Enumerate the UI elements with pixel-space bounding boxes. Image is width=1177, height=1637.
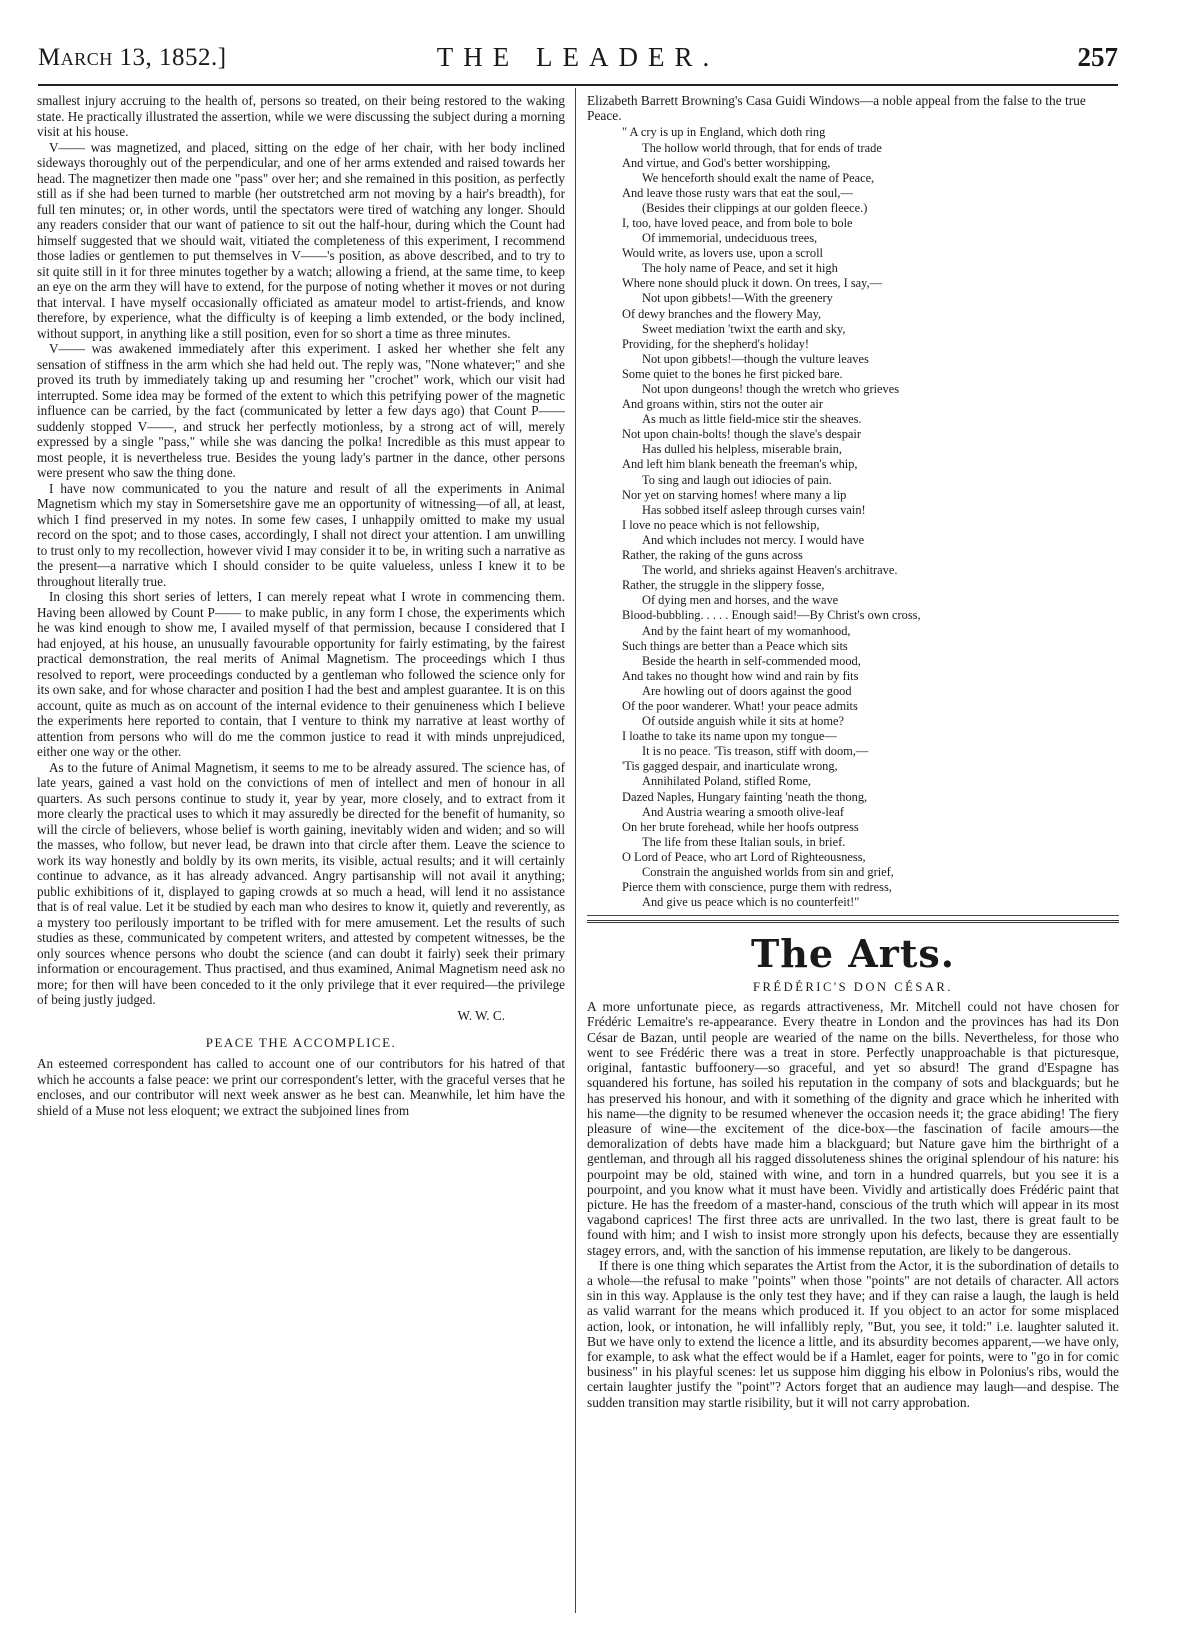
article-paragraph: V—— was awakened immediately after this experiment. I asked her whether she felt any sensation of stiffness in the arm which she had held out. The reply was, "None whatever;" and she proved its truth by immediately taking up and resuming her "crochet" work, which our visit had interrupted. Some idea may be formed of the extent to which this petrifying power of the magnetic influence can be carried, by the fact (communicated by letter a few days ago) that Count P—— suddenly stopped V——, and struck her perfectly motionless, by a strong act of will, merely expressed by a single "pass," while she was dancing the polka! Incredible as this must appear to most people, it is nevertheless true. Besides the young lady's partner in the dance, other persons were present who saw the thing done.: [37, 341, 565, 480]
poem-line: Are howling out of doors against the good: [642, 683, 852, 698]
poem-line: Pierce them with conscience, purge them with redress,: [622, 880, 892, 895]
arts-section-title: The Arts.: [751, 931, 955, 977]
section-paragraph: An esteemed correspondent has called to account one of our contributors for his hatred of that which he accounts a false peace: we print our correspondent's letter, with the graceful verses that he encloses, and our contributor will next week answer as he best can. Meanwhile, let him have the shield of a Muse not less eloquent; we extract the subjoined lines from: [37, 1056, 565, 1118]
poem-line: (Besides their clippings at our golden fleece.): [642, 200, 868, 215]
left-column: [37, 93, 565, 1623]
poem-line: " A cry is up in England, which doth ring: [622, 125, 826, 140]
poem-line: Would write, as lovers use, upon a scroll: [622, 246, 823, 261]
review-paragraph: A more unfortunate piece, as regards attractiveness, Mr. Mitchell could not have chosen for Frédéric Lemaitre's re-appearance. Every theatre in London and the provinces has had its Don César de Bazan, until people are wearied of the name on the bills. Nevertheless, for those who went to see Frédéric there was a treat in store. Perfectly unapproachable is that picturesque, original, fantastic buffoonery—so graceful, and yet so absurd! The grand d'Espagne has squandered his fortune, has soiled his reputation in the company of sots and blackguards; but he has preserved his honour, and with it something of the dignity and grace which he inherited with his name—the dignity to be resumed whenever the occasion needs it; the grace abiding! The fiery pleasure of wine—the excitement of the dice-box—the fascination of facile amours—the demoralization of debts have made him a blackguard; but Nature gave him the birthright of a gentleman, and through all his ragged dissoluteness shines the original splendour of his nature: his pourpoint may be old, stained with wine, and torn in a hundred quarrels, but you see it is a pourpoint, and you know what it must have been. Vividly and artistically does Frédéric paint that picture. He has the freedom of a master-hand, conscious of the truth which will appear in its most vagabond caprices! The first three acts are unrivalled. In the two last, there is great fault to be found with him; and I wish to insist more strongly upon his defects, because they are essentially stagey errors, and, with the sanction of his immense reputation, are likely to be dangerous.: [587, 999, 1119, 1258]
poem-line: And groans within, stirs not the outer air: [622, 397, 823, 412]
poem-line: Of the poor wanderer. What! your peace admits: [622, 698, 858, 713]
poem-line: Not upon chain-bolts! though the slave's despair: [622, 427, 861, 442]
poem-line: Providing, for the shepherd's holiday!: [622, 336, 810, 351]
poem-line: And by the faint heart of my womanhood,: [642, 623, 851, 638]
article-paragraph: In closing this short series of letters, I can merely repeat what I wrote in commencing them. Having been allowed by Count P—— to make public, in any form I chose, the experiments which he was kind enough to show me, I availed myself of that permission, because I considered that I had enjoyed, at his house, an unusually favourable opportunity for fairly estimating, by the fairest practical demonstration, the real merits of Animal Magnetism. The proceedings which I thus resolved to report, were proceedings conducted by a gentleman who followed the science only for its own sake, and for whose character and position I had the best and amplest guarantee. It is on this account, quite as much as on account of the internal evidence to their genuineness which I believe the experiments here reported to contain, that I venture to think my narrative at least worthy of attention from persons who will do me the common justice to read it with minds unprejudiced, either one way or the other.: [37, 589, 565, 759]
poem-line: Of dewy branches and the flowery May,: [622, 306, 822, 321]
poem-line: Rather, the struggle in the slippery fosse,: [622, 578, 825, 593]
article-paragraph: V—— was magnetized, and placed, sitting on the edge of her chair, with her body inclined sideways thoroughly out of the perpendicular, and one of her arms extended and raised towards her head. The magnetizer then made one "pass" over her; and she remained in this position, as perfectly still as if she had been turned to marble (her outstretched arm not moving by a hair's breadth), for full ten minutes; or, in other words, until the spectators were tired of watching any longer. Should any readers consider that our want of patience to sit out the half-hour, during which the Count had himself suggested that we should wait, vitiated the completeness of this experiment, I recommend those ladies or gentlemen to put themselves in V——'s position, as above described, and to try to sit quite still in it for three minutes together by a watch; allowing a friend, at the same time, to keep an eye on the arm they will have to extend, for the purpose of noting whether it moves or not during that interval. I have myself occasionally officiated as amateur model to artist-friends, and know therefore, by experience, what the difficulty is of keeping a limb extended, or the body inclined, without support, in anything like a still position, even for so short a time as three minutes.: [37, 139, 565, 341]
masthead-rule: [38, 84, 1118, 86]
poem-line: Has dulled his helpless, miserable brain,: [642, 442, 842, 457]
poem-line: And left him blank beneath the freeman's whip,: [622, 457, 858, 472]
poem-line: And leave those rusty wars that eat the soul,—: [622, 185, 853, 200]
poem-line: I loathe to take its name upon my tongue—: [622, 729, 837, 744]
poem-line: Such things are better than a Peace which sits: [622, 638, 848, 653]
column-divider: [575, 88, 576, 1613]
section-separator-double: [587, 920, 1119, 923]
article-paragraph: I have now communicated to you the nature and result of all the experiments in Animal Magnetism which my stay in Somersetshire gave me an opportunity of witnessing—of all, at least, which I find preserved in my notes. In some few cases, I unhappily omitted to make my usual record on the spot; and to those cases, accordingly, I shall not direct your attention. I am unwilling to trust only to my recollection, however vivid I may consider it to be, in writing such a narrative as the present—a narrative which I should consider to be quite valueless, unless I knew it to be throughout literally true.: [37, 480, 565, 589]
poem-line: As much as little field-mice stir the sheaves.: [642, 412, 862, 427]
masthead: [38, 42, 1118, 82]
poem-line: Rather, the raking of the guns across: [622, 548, 803, 563]
poem-line: And takes no thought how wind and rain by fits: [622, 668, 859, 683]
poem-line: Not upon gibbets!—though the vulture leaves: [642, 351, 869, 366]
poem-line: And Austria wearing a smooth olive-leaf: [642, 804, 844, 819]
right-column: [587, 93, 1119, 1623]
poem-line: The hollow world through, that for ends of trade: [642, 140, 882, 155]
poem: [587, 125, 1119, 910]
poem-line: And virtue, and God's better worshipping,: [622, 155, 831, 170]
newspaper-title: THE LEADER.: [436, 42, 720, 72]
issue-date: March 13, 1852.]: [38, 44, 227, 71]
poem-line: The life from these Italian souls, in brief.: [642, 834, 846, 849]
poem-line: The holy name of Peace, and set it high: [642, 261, 838, 276]
poem-line: The world, and shrieks against Heaven's architrave.: [642, 563, 898, 578]
poem-line: And which includes not mercy. I would have: [642, 532, 865, 547]
section-separator: [587, 915, 1119, 916]
poem-line: Of dying men and horses, and the wave: [642, 593, 839, 608]
poem-line: And give us peace which is no counterfeit!": [642, 895, 860, 910]
poem-line: It is no peace. 'Tis treason, stiff with doom,—: [642, 744, 869, 759]
poem-line: Not upon dungeons! though the wretch who grieves: [642, 382, 900, 396]
article-title: FRÉDÉRIC'S DON CÉSAR.: [753, 980, 953, 995]
poem-line: Of outside anguish while it sits at home?: [642, 714, 845, 729]
poem-line: I love no peace which is not fellowship,: [622, 517, 820, 532]
poem-line: Nor yet on starving homes! where many a lip: [622, 487, 847, 502]
author-signature: W. W. C.: [457, 1007, 505, 1023]
poem-line: We henceforth should exalt the name of Peace,: [642, 170, 875, 185]
poem-line: 'Tis gagged despair, and inarticulate wrong,: [622, 759, 838, 774]
section-heading-peace: PEACE THE ACCOMPLICE.: [205, 1035, 397, 1050]
article-paragraph: smallest injury accruing to the health of, persons so treated, on their being restored to the waking state. He practically illustrated the assertion, while we were discussing the subject during a morning visit at his house.: [37, 93, 565, 139]
poem-intro: Elizabeth Barrett Browning's Casa Guidi Windows—a noble appeal from the false to the true Peace.: [587, 93, 1086, 124]
poem-line: Of immemorial, undeciduous trees,: [642, 231, 818, 246]
poem-line: Not upon gibbets!—With the greenery: [642, 291, 833, 306]
poem-line: On her brute forehead, while her hoofs outpress: [622, 819, 859, 834]
poem-line: Beside the hearth in self-commended mood,: [642, 653, 861, 668]
poem-line: Where none should pluck it down. On trees, I say,—: [622, 276, 883, 291]
poem-line: Constrain the anguished worlds from sin and grief,: [642, 865, 894, 879]
page-number: 257: [1077, 42, 1118, 72]
review-paragraph: If there is one thing which separates the Artist from the Actor, it is the subordination of details to a whole—the refusal to make "points" when those "points" are not details of character. All actors sin in this way. Applause is the only test they have; and if they can raise a laugh, the laugh is held as valid warrant for the means which produced it. If you object to an actor for some misplaced action, look, or intonation, he will infallibly reply, "But, you see, it told:" i.e. laughter saluted it. But we have only to extend the licence a little, and its absurdity becomes apparent,—we have only, for example, to ask what the effect would be if a Hamlet, eager for points, were to "go in for comic business" in his playful scenes: let us suppose him digging his elbow in Polonius's ribs, would the certain laughter justify the "point"? Actors forget that an audience may laugh—and despise. The sudden transition may startle risibility, but it will not carry approbation.: [587, 1257, 1119, 1410]
poem-line: To sing and laugh out idiocies of pain.: [642, 472, 832, 487]
poem-line: Some quiet to the bones he first picked bare.: [622, 366, 843, 381]
poem-line: I, too, have loved peace, and from bole to bole: [622, 215, 853, 230]
poem-line: Blood-bubbling. . . . . Enough said!—By Christ's own cross,: [622, 608, 921, 623]
poem-line: Sweet mediation 'twixt the earth and sky,: [642, 321, 846, 336]
poem-line: Has sobbed itself asleep through curses vain!: [642, 502, 866, 517]
poem-line: Dazed Naples, Hungary fainting 'neath the thong,: [622, 789, 868, 804]
poem-line: Annihilated Poland, stifled Rome,: [642, 774, 811, 789]
poem-line: O Lord of Peace, who art Lord of Righteousness,: [622, 849, 866, 864]
article-paragraph: As to the future of Animal Magnetism, it seems to me to be already assured. The science has, of late years, gained a vast hold on the convictions of men of intellect and men of honour in all quarters. As such persons continue to study it, year by year, more closely, and to extract from it more clearly the practical uses to which it may assuredly be directed for the benefit of humanity, so will the circle of believers, whose belief is worth gaining, inevitably widen and widen; and so will the masses, who follow, but never lead, be drawn into that circle after them. Leave the science to work its way honestly and boldly by its own merits, its visible, actual results; and it will certainly continue to advance, as it has already advanced. Angry partisanship will not avail it anything; public exhibitions of it, displayed to gaping crowds at so much a head, will lend it no assistance that is of real value. Let it be studied by each man who desires to know it, quietly and reverently, as a mystery too perilously important to be trifled with for mere amusement. Let the results of such studies as these, communicated by competent writers, and attested by competent witnesses, be the only sources whence persons who doubt the science (and can doubt it fairly) seek their primary information or encouragement. Thus practised, and thus examined, Animal Magnetism need ask no more; for then will have been conceded to it the only privilege that it ever required—the privilege of being justly judged.: [37, 759, 565, 1007]
